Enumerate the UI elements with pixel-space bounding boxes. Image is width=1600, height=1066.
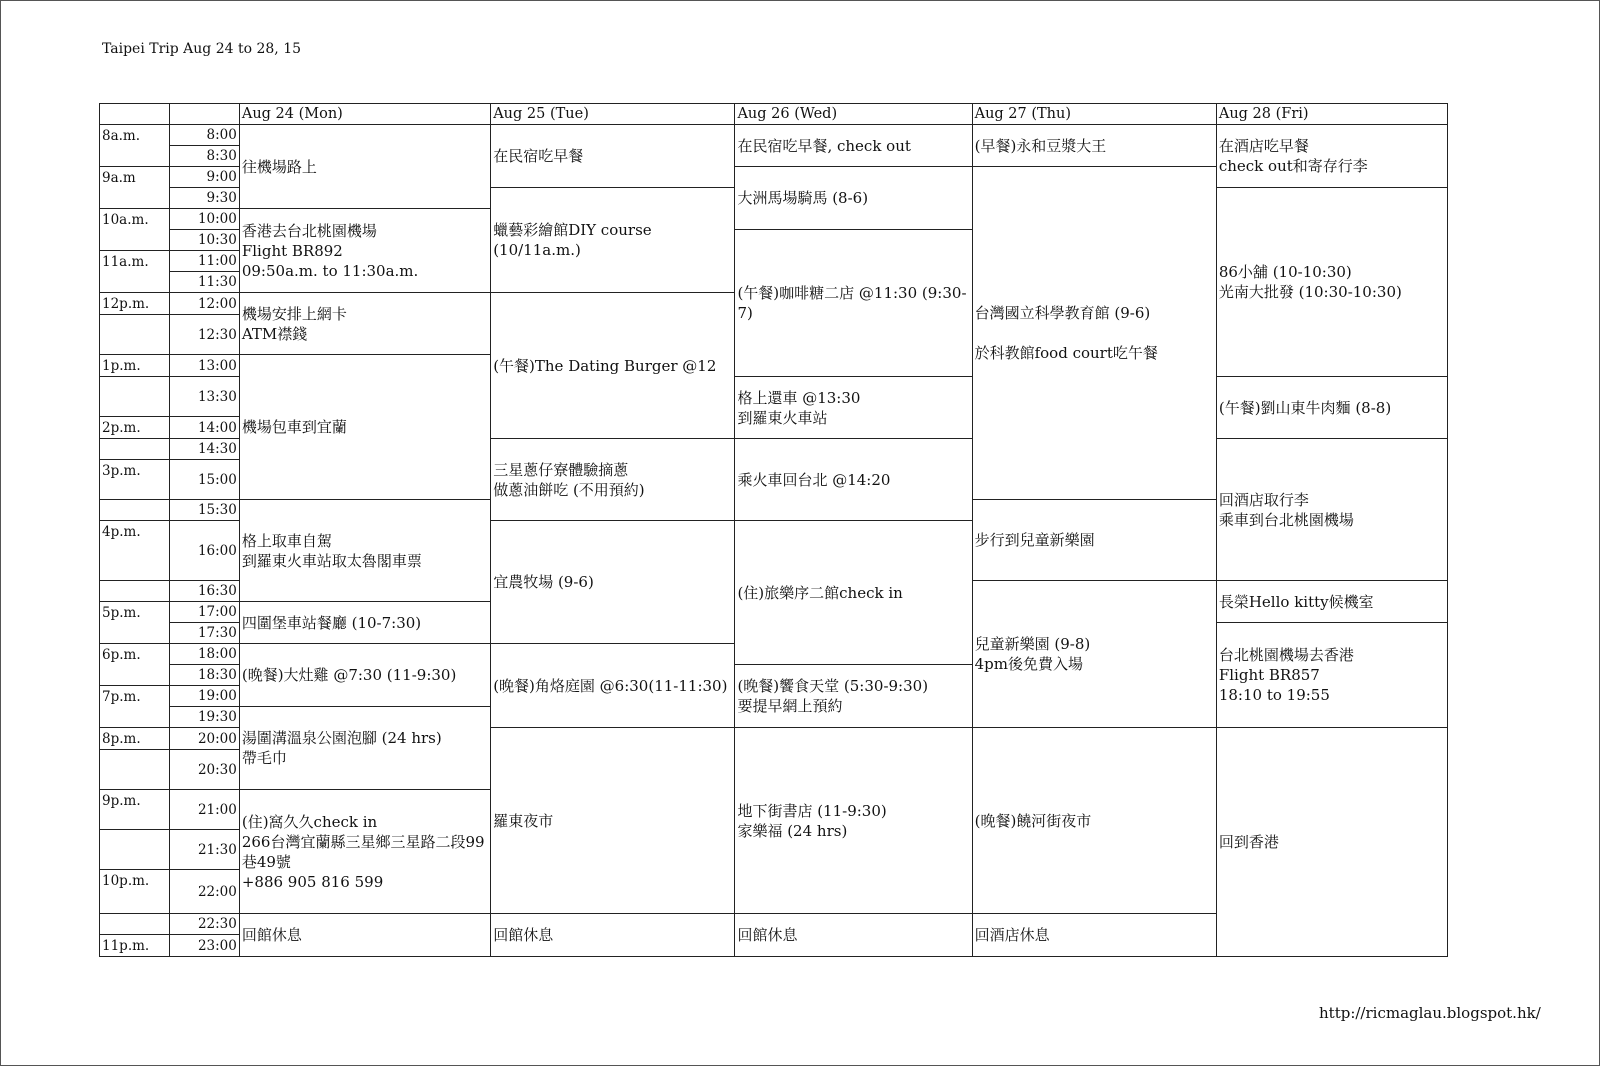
time-slot: 16:30	[169, 581, 239, 602]
event-tue	[491, 125, 735, 188]
event-line: 18:10 to 19:55	[1218, 686, 1330, 704]
event-line: 在民宿吃早餐	[493, 147, 584, 165]
event-line: 乘火車回台北 @14:20	[737, 470, 891, 489]
event-line: (早餐)永和豆漿大王	[974, 136, 1107, 155]
event-line: 於科教館food court吃午餐	[974, 344, 1158, 362]
event-line	[975, 323, 1214, 343]
event-mon	[239, 602, 490, 644]
time-slot: 10:30	[169, 230, 239, 251]
document-title: Taipei Trip Aug 24 to 28, 15	[102, 41, 302, 57]
day-header-wed: Aug 26 (Wed)	[735, 104, 972, 125]
event-wed	[735, 521, 972, 665]
event-line: 回酒店取行李	[1218, 490, 1309, 509]
event-line: 香港去台北桃園機場	[241, 221, 377, 240]
event-fri	[1216, 439, 1447, 581]
event-line: (住)窩久久check in	[241, 812, 378, 831]
time-slot: 11:00	[169, 251, 239, 272]
time-slot: 14:30	[169, 439, 239, 460]
event-line: 回到香港	[1218, 833, 1279, 851]
event-line: 台灣國立科學教育館 (9-6)	[974, 304, 1151, 322]
hour-label: 2p.m.	[100, 417, 170, 439]
hour-label	[100, 315, 170, 355]
event-line: 回館休息	[493, 926, 554, 944]
event-line: (午餐)咖啡糖二店 @11:30 (9:30-7)	[737, 284, 967, 322]
event-line: 蠟藝彩繪館DIY course	[493, 221, 652, 239]
time-slot: 13:30	[169, 377, 239, 417]
event-line: 機場安排上網卡	[241, 304, 347, 323]
event-tue	[491, 521, 735, 644]
day-header-fri: Aug 28 (Fri)	[1216, 104, 1447, 125]
hour-label: 5p.m.	[100, 602, 170, 644]
event-line: 到羅東火車站	[737, 408, 828, 427]
event-thu	[972, 728, 1216, 914]
header-time-blank	[169, 104, 239, 125]
event-line: 回館休息	[241, 926, 302, 944]
hour-label: 6p.m.	[100, 644, 170, 686]
footer-url: http://ricmaglau.blogspot.hk/	[1319, 1004, 1541, 1022]
hour-label	[100, 830, 170, 870]
itinerary-table	[99, 103, 1448, 957]
event-wed	[735, 377, 972, 439]
hour-label	[100, 500, 170, 521]
event-line: 86小舖 (10-10:30)	[1218, 263, 1352, 281]
time-slot: 22:30	[169, 914, 239, 935]
hour-label: 1p.m.	[100, 355, 170, 377]
hour-label: 4p.m.	[100, 521, 170, 581]
event-tue	[491, 188, 735, 293]
hour-label: 9p.m.	[100, 790, 170, 830]
event-line: 在酒店吃早餐	[1218, 137, 1309, 155]
event-line: 回酒店休息	[974, 926, 1050, 944]
day-header-thu: Aug 27 (Thu)	[972, 104, 1216, 125]
event-line: 大洲馬場騎馬 (8-6)	[737, 189, 869, 207]
time-slot: 18:30	[169, 665, 239, 686]
event-line: 回館休息	[737, 926, 798, 944]
event-line: 台北桃園機場去香港	[1218, 646, 1354, 664]
time-slot: 20:30	[169, 750, 239, 790]
hour-label: 10p.m.	[100, 870, 170, 914]
event-mon	[239, 500, 490, 602]
hour-label	[100, 377, 170, 417]
event-wed	[735, 665, 972, 728]
event-line: 光南大批發 (10:30-10:30)	[1218, 283, 1402, 301]
event-line: 帶毛巾	[241, 749, 287, 767]
hour-label	[100, 439, 170, 460]
time-slot: 19:00	[169, 686, 239, 707]
event-line: 家樂福 (24 hrs)	[737, 821, 848, 840]
event-fri	[1216, 728, 1447, 957]
day-header-mon: Aug 24 (Mon)	[239, 104, 490, 125]
event-line: (晚餐)饗食天堂 (5:30-9:30)	[737, 677, 929, 695]
hour-label: 9a.m	[100, 167, 170, 209]
hour-label: 8a.m.	[100, 125, 170, 167]
event-line: 乘車到台北桃園機場	[1218, 510, 1354, 529]
time-slot: 14:00	[169, 417, 239, 439]
event-line: 湯圍溝溫泉公園泡腳 (24 hrs)	[241, 729, 442, 747]
time-slot: 17:30	[169, 623, 239, 644]
event-tue	[491, 644, 735, 728]
event-mon	[239, 707, 490, 790]
event-mon	[239, 209, 490, 293]
hour-label: 11a.m.	[100, 251, 170, 293]
time-slot: 18:00	[169, 644, 239, 665]
time-slot: 15:30	[169, 500, 239, 521]
event-fri	[1216, 581, 1447, 623]
time-slot: 12:00	[169, 293, 239, 315]
hour-label	[100, 750, 170, 790]
event-line: 格上取車自駕	[241, 531, 332, 550]
event-thu	[972, 500, 1216, 581]
event-fri	[1216, 623, 1447, 728]
event-line: 兒童新樂園 (9-8)	[974, 635, 1091, 653]
event-tue	[491, 439, 735, 521]
time-slot: 10:00	[169, 209, 239, 230]
event-tue	[491, 293, 735, 439]
event-line: (10/11a.m.)	[493, 241, 581, 259]
time-slot: 11:30	[169, 272, 239, 293]
event-line: Flight BR857	[1218, 666, 1320, 684]
time-slot: 20:00	[169, 728, 239, 750]
event-line: check out和寄存行李	[1218, 157, 1368, 175]
hour-label: 8p.m.	[100, 728, 170, 750]
time-slot: 9:30	[169, 188, 239, 209]
event-line: 三星蔥仔寮體驗摘蔥	[493, 460, 629, 479]
event-wed	[735, 167, 972, 230]
event-line: 到羅東火車站取太魯閣車票	[241, 551, 422, 570]
event-wed	[735, 728, 972, 914]
time-slot: 19:30	[169, 707, 239, 728]
event-thu	[972, 125, 1216, 167]
event-line: (晚餐)饒河街夜市	[974, 811, 1092, 830]
event-mon	[239, 790, 490, 914]
hour-label: 10a.m.	[100, 209, 170, 251]
time-slot: 13:00	[169, 355, 239, 377]
event-line: 長榮Hello kitty候機室	[1218, 592, 1374, 611]
event-line: 宜農牧場 (9-6)	[493, 573, 594, 591]
hour-label	[100, 581, 170, 602]
event-tue	[491, 728, 735, 914]
hour-label: 7p.m.	[100, 686, 170, 728]
event-line: 4pm後免費入場	[974, 655, 1083, 673]
event-mon	[239, 355, 490, 500]
time-slot: 12:30	[169, 315, 239, 355]
day-header-tue: Aug 25 (Tue)	[491, 104, 735, 125]
event-line: 在民宿吃早餐, check out	[737, 136, 911, 155]
event-line: 步行到兒童新樂園	[974, 531, 1095, 549]
time-slot: 8:00	[169, 125, 239, 146]
event-line: 機場包車到宜蘭	[241, 418, 347, 436]
event-line: 羅東夜市	[493, 811, 554, 830]
event-wed	[735, 914, 972, 957]
header-hour-blank	[100, 104, 170, 125]
event-line: (晚餐)角烙庭園 @6:30(11-11:30)	[493, 676, 728, 695]
event-line: (午餐)劉山東牛肉麵 (8-8)	[1218, 398, 1392, 417]
event-thu	[972, 914, 1216, 957]
time-slot: 21:00	[169, 790, 239, 830]
hour-label: 12p.m.	[100, 293, 170, 315]
event-tue	[491, 914, 735, 957]
time-slot: 8:30	[169, 146, 239, 167]
event-mon	[239, 125, 490, 209]
time-slot: 16:00	[169, 521, 239, 581]
event-line: (晚餐)大灶雞 @7:30 (11-9:30)	[241, 666, 457, 684]
time-slot: 9:00	[169, 167, 239, 188]
event-line: 地下街書店 (11-9:30)	[737, 801, 887, 820]
event-line: 往機場路上	[241, 157, 317, 176]
event-line: Flight BR892	[241, 241, 343, 260]
event-fri	[1216, 125, 1447, 188]
time-slot: 17:00	[169, 602, 239, 623]
event-line: 格上還車 @13:30	[737, 388, 861, 407]
event-line: 要提早網上預約	[737, 697, 843, 715]
time-row	[100, 125, 1448, 146]
event-line: 做蔥油餅吃 (不用預約)	[493, 480, 645, 499]
event-fri	[1216, 377, 1447, 439]
event-line: 266台灣宜蘭縣三星鄉三星路二段99巷49號	[241, 832, 485, 871]
hour-label: 11p.m.	[100, 935, 170, 957]
event-mon	[239, 293, 490, 355]
time-slot: 21:30	[169, 830, 239, 870]
event-line: (住)旅樂序二館check in	[737, 583, 903, 602]
event-line: +886 905 816 599	[241, 872, 384, 891]
event-fri	[1216, 188, 1447, 377]
event-line: ATM襟錢	[241, 324, 308, 343]
event-mon	[239, 644, 490, 707]
event-line: (午餐)The Dating Burger @12	[493, 356, 717, 375]
event-wed	[735, 439, 972, 521]
hour-label	[100, 914, 170, 935]
hour-label: 3p.m.	[100, 460, 170, 500]
event-wed	[735, 125, 972, 167]
event-wed	[735, 230, 972, 377]
time-slot: 23:00	[169, 935, 239, 957]
event-thu	[972, 167, 1216, 500]
event-thu	[972, 581, 1216, 728]
time-slot: 15:00	[169, 460, 239, 500]
event-line: 四圍堡車站餐廳 (10-7:30)	[241, 613, 422, 632]
event-line: 09:50a.m. to 11:30a.m.	[241, 261, 419, 280]
time-slot: 22:00	[169, 870, 239, 914]
event-mon	[239, 914, 490, 957]
